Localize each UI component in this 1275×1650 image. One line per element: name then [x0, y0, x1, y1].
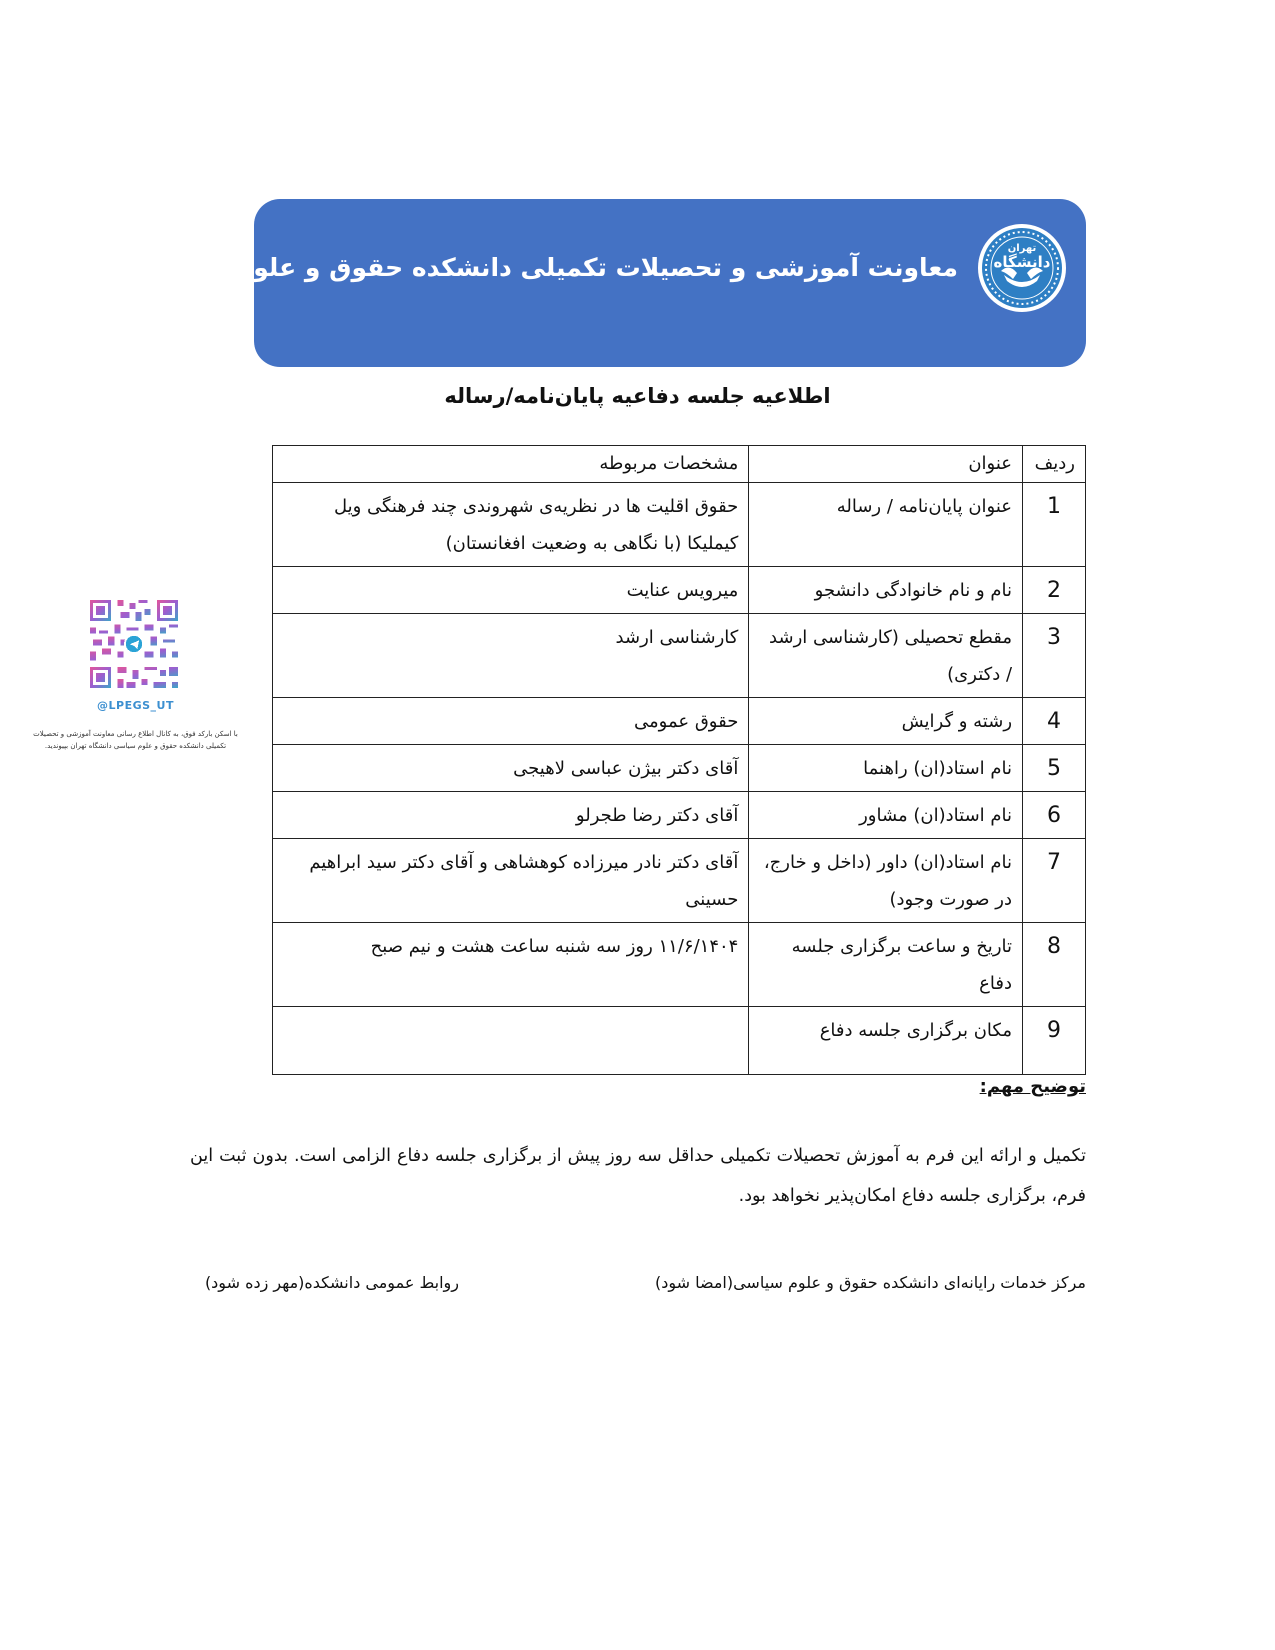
row-title: رشته و گرایش: [749, 698, 1023, 745]
row-title: عنوان پایان‌نامه / رساله: [749, 483, 1023, 567]
qr-caption: با اسکن بارکد فوق، به کانال اطلاع رسانی معاونت آموزشی و تحصیلات تکمیلی دانشکده حقوق و علوم سیاسی دانشگاه تهران بپیوندید.: [33, 730, 238, 750]
row-value: آقای دکتر نادر میرزاده کوهشاهی و آقای دکتر سید ابراهیم حسینی: [273, 839, 749, 923]
row-value: آقای دکتر رضا طجرلو: [273, 792, 749, 839]
note-heading: توضیح مهم:: [979, 1076, 1086, 1097]
header-row-number: ردیف: [1023, 446, 1086, 483]
row-title: مقطع تحصیلی (کارشناسی ارشد / دکتری): [749, 614, 1023, 698]
table-row: [273, 923, 1086, 1007]
table-header-row: [273, 446, 1086, 483]
row-title: نام و نام خانوادگی دانشجو: [749, 567, 1023, 614]
row-number: 6: [1023, 792, 1086, 839]
document-title: اطلاعیه جلسه دفاعیه پایان‌نامه/رساله: [444, 384, 831, 408]
header-details: مشخصات مربوطه: [273, 446, 749, 483]
row-title: تاریخ و ساعت برگزاری جلسه دفاع: [749, 923, 1023, 1007]
row-title: نام استاد(ان) راهنما: [749, 745, 1023, 792]
row-number: 2: [1023, 567, 1086, 614]
row-title: نام استاد(ان) داور (داخل و خارج، در صورت وجود): [749, 839, 1023, 923]
table-row: [273, 483, 1086, 567]
table-row: [273, 839, 1086, 923]
row-title: نام استاد(ان) مشاور: [749, 792, 1023, 839]
row-value: [273, 1007, 749, 1075]
row-value: میرویس عنایت: [273, 567, 749, 614]
signature-computer-center: مرکز خدمات رایانه‌ای دانشکده حقوق و علوم سیاسی(امضا شود): [654, 1273, 1086, 1292]
table-row: [273, 614, 1086, 698]
svg-text:تهران: تهران: [1007, 243, 1037, 254]
qr-code-icon: [90, 600, 178, 688]
row-number: 9: [1023, 1007, 1086, 1075]
row-number: 4: [1023, 698, 1086, 745]
row-value: آقای دکتر بیژن عباسی لاهیجی: [273, 745, 749, 792]
table-row: [273, 745, 1086, 792]
table-row: [273, 1007, 1086, 1075]
header-title: معاونت آموزشی و تحصیلات تکمیلی دانشکده حقوق و علوم سیاسی: [132, 253, 958, 282]
row-value: ۱۱/۶/۱۴۰۴ روز سه شنبه ساعت هشت و نیم صبح: [273, 923, 749, 1007]
row-number: 1: [1023, 483, 1086, 567]
header-banner: [132, 199, 1086, 367]
university-logo-icon: [977, 223, 1067, 313]
table-row: [273, 792, 1086, 839]
table-row: [273, 698, 1086, 745]
row-title: مکان برگزاری جلسه دفاع: [749, 1007, 1023, 1075]
svg-text:دانشگاه: دانشگاه: [993, 253, 1051, 271]
row-number: 5: [1023, 745, 1086, 792]
row-number: 3: [1023, 614, 1086, 698]
header-title: عنوان: [749, 446, 1023, 483]
note-body: تکمیل و ارائه این فرم به آموزش تحصیلات تکمیلی حداقل سه روز پیش از برگزاری جلسه دفاع الزامی است. بدون ثبت این فرم، برگزاری جلسه دفاع امکان‌پذیر نخواهد بود.: [190, 1146, 1086, 1206]
defense-info-table: [272, 445, 1086, 1075]
row-number: 7: [1023, 839, 1086, 923]
row-value: حقوق اقلیت ها در نظریه‌ی شهروندی چند فرهنگی ویل کیملیکا (با نگاهی به وضعیت افغانستان): [273, 483, 749, 567]
row-value: حقوق عمومی: [273, 698, 749, 745]
table-row: [273, 567, 1086, 614]
signature-public-relations: روابط عمومی دانشکده(مهر زده شود): [204, 1273, 459, 1292]
row-number: 8: [1023, 923, 1086, 1007]
qr-handle: @LPEGS_UT: [97, 699, 174, 712]
row-value: کارشناسی ارشد: [273, 614, 749, 698]
